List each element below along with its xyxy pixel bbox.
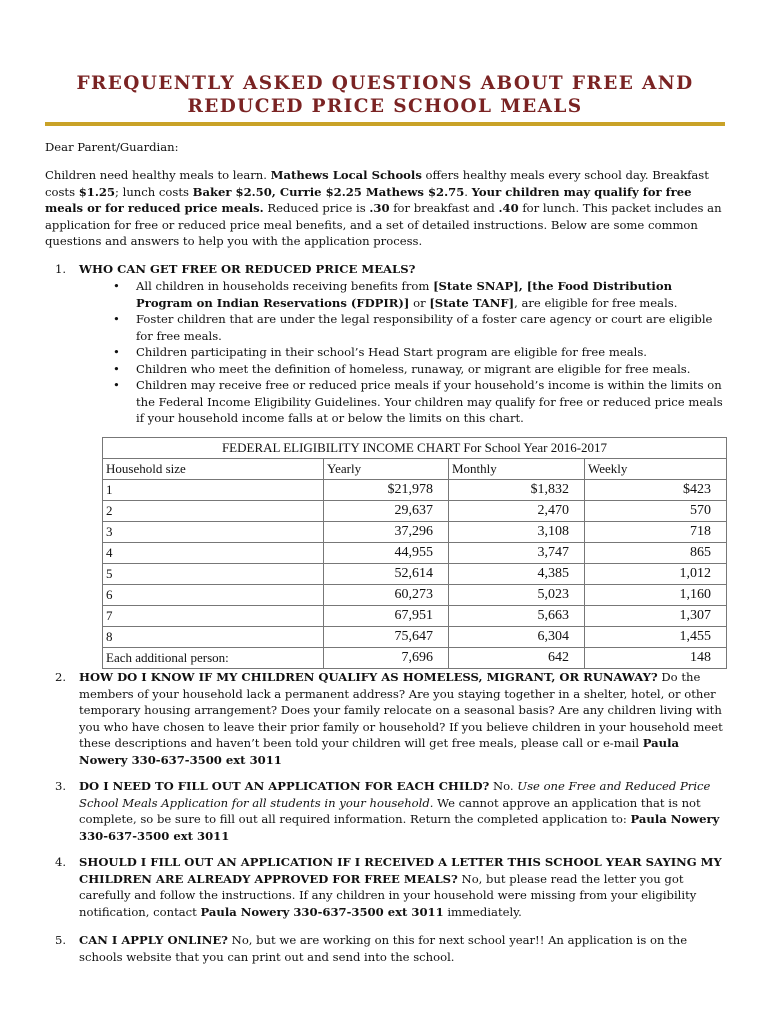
eligibility-list — [113, 278, 728, 427]
table-row: 4 44,955 3,747 865 — [103, 543, 727, 564]
question-2-heading: HOW DO I KNOW IF MY CHILDREN QUALIFY AS HOMELESS, MIGRANT, OR RUNAWAY? — [79, 670, 658, 684]
bullet-icon: • — [113, 312, 120, 326]
income-eligibility-table — [102, 437, 727, 669]
bullet-icon: • — [113, 345, 120, 359]
greeting: Dear Parent/Guardian: — [45, 140, 179, 154]
list-item: • Children who meet the definition of homeless, runaway, or migrant are eligible for free meals. — [113, 361, 691, 376]
contact-info: Paula Nowery 330-637-3500 ext 3011 — [200, 904, 444, 919]
bullet-icon: • — [113, 378, 120, 392]
question-5: 5. CAN I APPLY ONLINE? No, but we are working on this for next school year!! An application is on the schools website that you can print out and send into the school. — [55, 933, 688, 964]
question-3-heading: DO I NEED TO FILL OUT AN APPLICATION FOR EACH CHILD? — [79, 779, 490, 793]
table-header-row — [103, 459, 727, 480]
title-line-2: REDUCED PRICE SCHOOL MEALS — [187, 96, 583, 117]
page-title — [40, 72, 730, 118]
column-header: Household size — [103, 459, 324, 480]
question-1: 1. WHO CAN GET FREE OR REDUCED PRICE MEALS? — [55, 262, 416, 276]
bullet-icon: • — [113, 361, 120, 376]
title-divider — [45, 122, 725, 126]
column-header: Yearly — [324, 459, 449, 480]
table-row: 1 $21,978 $1,832 $423 — [103, 480, 727, 501]
question-5-heading: CAN I APPLY ONLINE? — [79, 933, 228, 947]
table-row: 7 67,951 5,663 1,307 — [103, 606, 727, 627]
bullet-icon: • — [113, 279, 120, 293]
question-1-heading: WHO CAN GET FREE OR REDUCED PRICE MEALS? — [79, 262, 416, 276]
title-line-1: FREQUENTLY ASKED QUESTIONS ABOUT FREE AND — [76, 73, 694, 94]
list-item: • Children may receive free or reduced price meals if your household’s income is within the limits on the Federal Income Eligibility Guidelines. Your children may qualify for free or reduced price meals if your household income falls at or below the limits on this chart. — [113, 378, 723, 425]
list-item: • All children in households receiving benefits from [State SNAP], [the Food Distribution Program on Indian Reservations (FDPIR)] or [State TANF], are eligible for free meals. — [113, 279, 678, 310]
table-row: 5 52,614 4,385 1,012 — [103, 564, 727, 585]
table-row: 2 29,637 2,470 570 — [103, 501, 727, 522]
question-2: 2. HOW DO I KNOW IF MY CHILDREN QUALIFY AS HOMELESS, MIGRANT, OR RUNAWAY? Do the members of your household lack a permanent address? Are you staying together in a shelter, hotel, or other temporary housing arrangement? Does your family relocate on a seasonal basis? Are any children living with you who have chosen to leave their prior family or household? If you believe children in your household meet these descriptions and haven’t been told your children will get free meals, please call or e-mail Paula Nowery 330-637-3500 ext 3011 — [55, 670, 723, 767]
list-item: • Foster children that are under the legal responsibility of a foster care agency or court are eligible for free meals. — [113, 312, 713, 343]
question-4: 4. SHOULD I FILL OUT AN APPLICATION IF I RECEIVED A LETTER THIS SCHOOL YEAR SAYING MY CHILDREN ARE ALREADY APPROVED FOR FREE MEALS? No, but please read the letter you got carefully and follow the instructions. If any children in your household were missing from your eligibility notification, contact Paula Nowery 330-637-3500 ext 3011 immediately. — [55, 855, 722, 919]
column-header: Monthly — [449, 459, 585, 480]
table-caption: FEDERAL ELIGIBILITY INCOME CHART For School Year 2016-2017 — [103, 438, 727, 459]
table-row: Each additional person: 7,696 642 148 — [103, 648, 727, 669]
table-row: 6 60,273 5,023 1,160 — [103, 585, 727, 606]
contact-info: Paula Nowery 330-637-3500 ext 3011 — [79, 736, 679, 767]
contact-info: Paula Nowery 330-637-3500 ext 3011 — [79, 812, 720, 843]
intro-paragraph: Children need healthy meals to learn. Mathews Local Schools offers healthy meals every school day. Breakfast costs $1.25; lunch costs Baker $2.50, Currie $2.25 Mathews $2.75. Your children may qualify for free meals or for reduced price meals. Reduced price is .30 for breakfast and .40 for lunch. This packet includes an application for free or reduced price meal benefits, and a set of detailed instructions. Below are some common questions and answers to help you with the application process. — [45, 168, 722, 248]
question-4-heading: SHOULD I FILL OUT AN APPLICATION IF I RECEIVED A LETTER THIS SCHOOL YEAR SAYING MY CHILDREN ARE ALREADY APPROVED FOR FREE MEALS? — [79, 855, 722, 886]
table-row: 3 37,296 3,108 718 — [103, 522, 727, 543]
question-3: 3. DO I NEED TO FILL OUT AN APPLICATION FOR EACH CHILD? No. Use one Free and Reduced Price School Meals Application for all students in your household. We cannot approve an application that is not complete, so be sure to fill out all required information. Return the completed application to: Paula Nowery 330-637-3500 ext 3011 — [55, 779, 720, 843]
list-item: • Children participating in their school’s Head Start program are eligible for free meals. — [113, 345, 647, 359]
column-header: Weekly — [585, 459, 727, 480]
table-row: 8 75,647 6,304 1,455 — [103, 627, 727, 648]
